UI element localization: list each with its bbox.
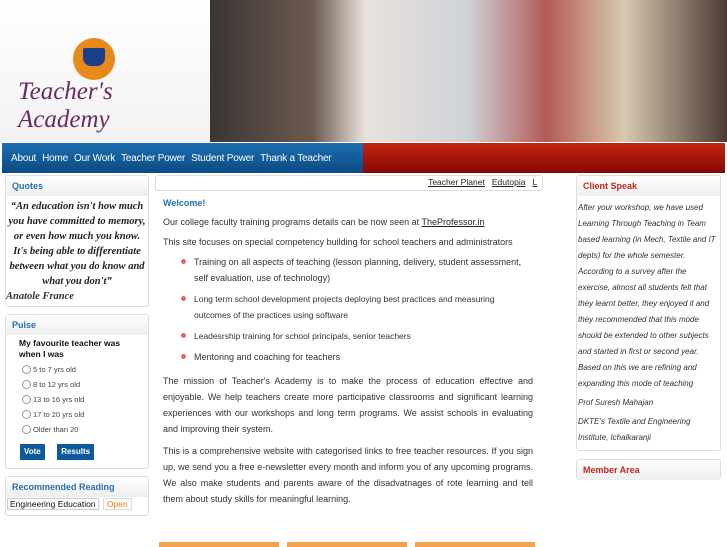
radio-button[interactable] (22, 395, 31, 404)
nav-teacher-power[interactable]: Teacher Power (121, 152, 186, 164)
list-item: Mentoring and coaching for teachers (181, 349, 533, 365)
links-bar (155, 175, 543, 191)
professor-link[interactable]: TheProfessor.in (421, 217, 485, 227)
client-speak-title: Client Speak (577, 176, 720, 196)
link-teacher-planet[interactable]: Teacher Planet (428, 177, 485, 187)
list-item: Training on all aspects of teaching (lesson planning, delivery, student assessment, self evaluation, use of technology) (181, 254, 533, 286)
quotes-title: Quotes (6, 176, 148, 196)
logo-text: Teacher's Academy (18, 78, 113, 133)
nav-thank-a-teacher[interactable]: Thank a Teacher (260, 152, 332, 164)
member-area-box (576, 459, 721, 479)
services-list (181, 254, 533, 365)
nav-student-power[interactable]: Student Power (191, 152, 255, 164)
quote-author: Anatole France (6, 291, 74, 302)
logo-area[interactable] (0, 0, 210, 142)
reading-box (5, 476, 149, 516)
book-logo-icon (73, 38, 115, 80)
header-photo (210, 0, 727, 142)
pulse-title: Pulse (6, 315, 148, 335)
option-label: 17 to 20 yrs old (33, 410, 85, 419)
reading-item[interactable]: Engineering Education (7, 498, 99, 510)
radio-button[interactable] (22, 425, 31, 434)
nav-home[interactable]: Home (42, 152, 69, 164)
poll-option[interactable] (22, 394, 148, 405)
radio-button[interactable] (22, 380, 31, 389)
list-item: Leadesrship training for school principals, senior teachers (181, 328, 533, 344)
quotes-box (5, 175, 149, 307)
mission-text: The mission of Teacher's Academy is to make the process of education effective and enjoyable. We help teachers create more participative classrooms and significant learning experiences with our workshops and long term programs. We assist schools in evaluating and improving their system. (163, 376, 533, 434)
option-label: 8 to 12 yrs old (33, 380, 81, 389)
open-button[interactable]: Open (103, 498, 132, 510)
list-item: Long term school development projects deploying best practices and measuring outcomes of the practices using software (181, 291, 533, 323)
nav-bar-right (363, 143, 725, 173)
right-column (576, 175, 721, 479)
main-content (163, 195, 533, 510)
resources-text: This is a comprehensive website with categorised links to free teacher resources. If you sign up, we send you a free e-newsletter every month and inform you of any upcoming programs. We also make students and parents aware of the disadvatnages of rote learning and tell them about study skills for meaningful learning. (163, 446, 533, 504)
poll-option[interactable] (22, 379, 148, 390)
welcome-heading: Welcome! (163, 198, 206, 208)
member-area-title: Member Area (577, 460, 720, 480)
link-edutopia[interactable]: Edutopia (491, 177, 526, 187)
main-nav (2, 143, 363, 173)
poll-option[interactable] (22, 409, 148, 420)
testimonial-text: After your workshop, we have used Learning Through Teaching in Team based learning (in Mech, Textile and IT depts) for the whole semester. According to a survey after the exercise, almost all students felt that they learnt better, they enjoyed it and they recommended that this mode should be extended to other subjects and started in first or second year. Based on this we are refining and expanding this mode of teaching (578, 203, 716, 388)
poll-option[interactable] (22, 424, 148, 435)
radio-button[interactable] (22, 410, 31, 419)
client-speak-box (576, 175, 721, 451)
nav-about[interactable]: About (11, 152, 37, 164)
pulse-box (5, 314, 149, 469)
testimonial-org: DKTE's Textile and Engineering Institute, Ichalkaranji (578, 417, 691, 442)
option-label: 5 to 7 yrs old (33, 365, 76, 374)
nav-our-work[interactable]: Our Work (74, 152, 116, 164)
option-label: 13 to 16 yrs old (33, 395, 85, 404)
left-column (5, 175, 149, 516)
link-more[interactable]: L (532, 177, 538, 187)
poll-option[interactable] (22, 364, 148, 375)
poll-question: My favourite teacher was when I was (19, 338, 121, 359)
results-button[interactable]: Results (57, 444, 94, 460)
focus-text: This site focuses on special competency building for school teachers and administrators (163, 237, 513, 247)
intro-text: Our college faculty training programs details can be now seen at (163, 217, 422, 227)
option-label: Older than 20 (33, 425, 79, 434)
radio-button[interactable] (22, 365, 31, 374)
testimonial-name: Prof Suresh Mahajan (578, 398, 654, 407)
quote-text: “An education isn't how much you have committed to memory, or even how much you know. It's being able to differentiate between what you do know and what you don't” (8, 201, 146, 287)
reading-title: Recommended Reading (6, 477, 148, 497)
vote-button[interactable]: Vote (20, 444, 45, 460)
